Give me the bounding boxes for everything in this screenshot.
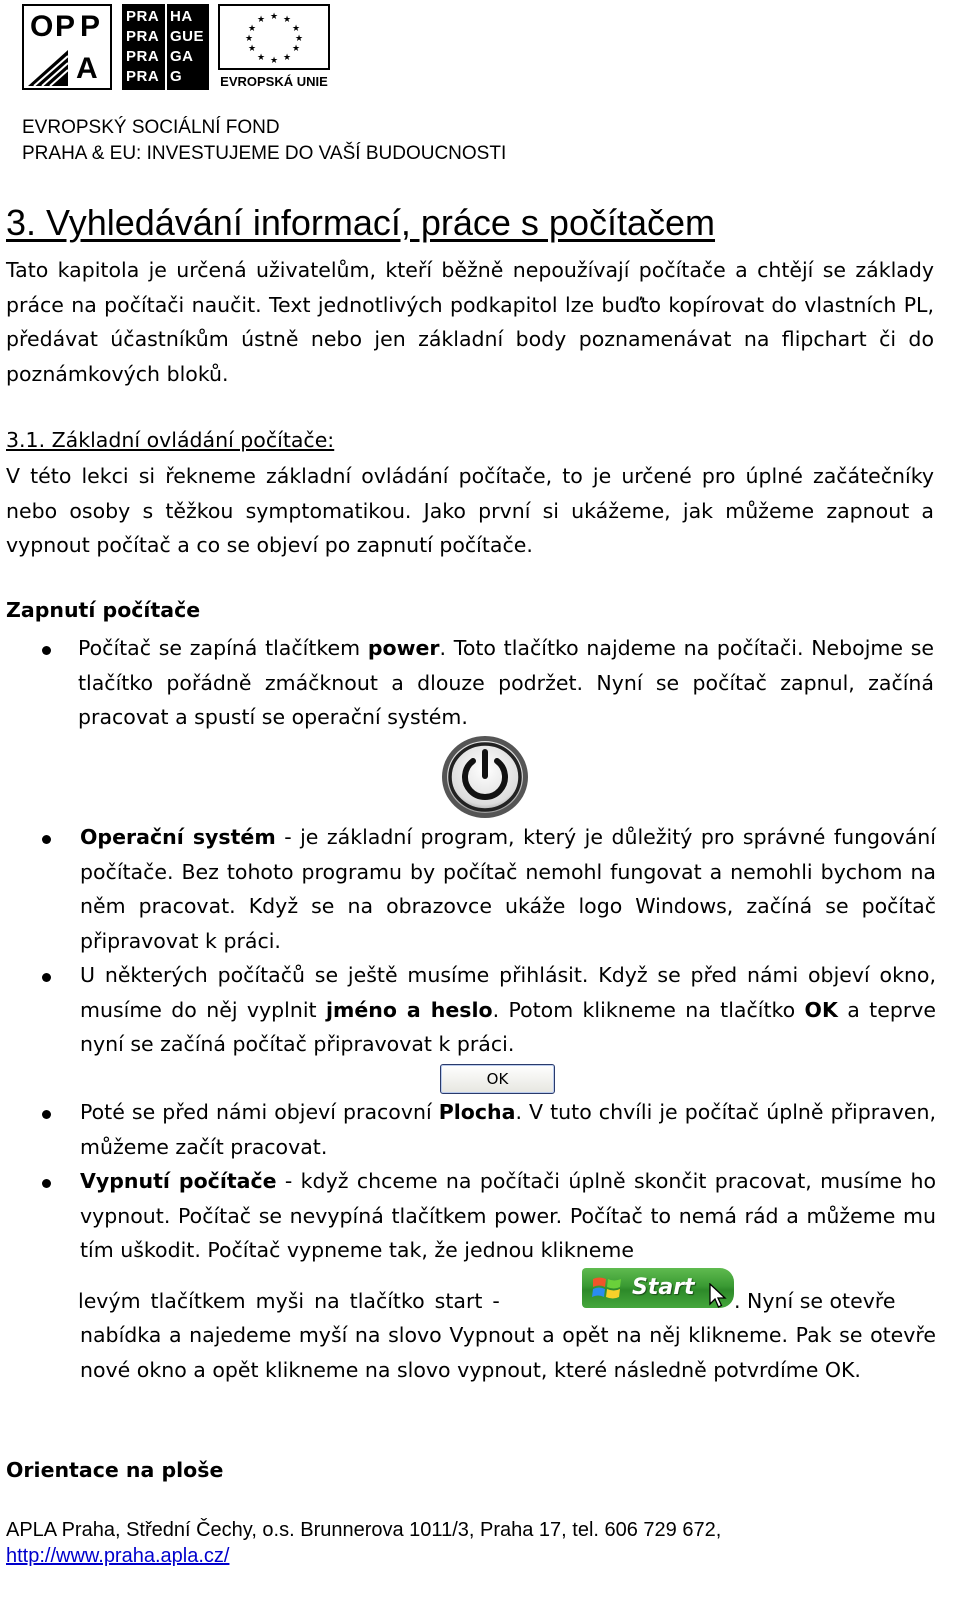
praha-logo-cell: GUE xyxy=(170,28,205,45)
bullet-power xyxy=(78,631,934,735)
footer-link[interactable]: http://www.praha.apla.cz/ xyxy=(6,1545,230,1567)
praha-logo-cell: PRA xyxy=(126,28,160,45)
svg-text:★: ★ xyxy=(291,24,301,34)
svg-text:★: ★ xyxy=(244,34,254,44)
praha-logo-cell: PRA xyxy=(126,68,160,85)
praha-logo-cell: PRA xyxy=(126,8,160,25)
orientace-heading: Orientace na ploše xyxy=(6,1458,224,1482)
eu-logo xyxy=(218,4,330,92)
bullet-dot xyxy=(42,1179,51,1188)
bullet-shutdown xyxy=(80,1164,936,1268)
eu-label: EVROPSKÁ UNIE xyxy=(220,74,328,89)
bullet-text: U některých počítačů se ještě musíme přihlásit. Když se před námi objeví okno, musíme do něj vyplnit xyxy=(80,963,936,1022)
praha-logo xyxy=(122,4,209,90)
svg-text:★: ★ xyxy=(282,15,292,25)
bullet-bold: Vypnutí počítače xyxy=(80,1169,277,1193)
bullet-bold: Operační systém xyxy=(80,825,276,849)
bullet-shutdown-start-line-end: . Nyní se otevře xyxy=(734,1289,896,1313)
bullet-text: Poté se před námi objeví pracovní xyxy=(80,1100,439,1124)
svg-text:★: ★ xyxy=(256,53,266,63)
praha-logo-cell: GA xyxy=(170,48,194,65)
footer-address: APLA Praha, Střední Čechy, o.s. Brunnerova 1011/3, Praha 17, tel. 606 729 672, xyxy=(6,1519,722,1541)
svg-text:★: ★ xyxy=(291,44,301,54)
bullet-dot xyxy=(42,1110,51,1119)
bullet-bold: jméno a heslo xyxy=(325,997,493,1022)
section-title: 3.1. Základní ovládání počítače: xyxy=(6,428,335,452)
oppa-letter: P xyxy=(80,10,101,43)
footer xyxy=(6,1517,721,1569)
start-label: Start xyxy=(632,1275,695,1300)
oppa-letter: A xyxy=(76,52,98,85)
praha-logo-cell: G xyxy=(170,68,183,85)
bullet-desktop xyxy=(80,1095,936,1164)
svg-text:★: ★ xyxy=(247,44,257,54)
svg-text:★: ★ xyxy=(294,34,304,44)
chapter-intro: Tato kapitola je určená uživatelům, kteří běžně nepoužívají počítače a chtějí se základy práce na počítači naučit. Text jednotlivých podkapitol lze buďto kopírovat do vlastních PL, předávat účastníkům ústně nebo jen základní body poznamenávat na flipchart či do poznámkových bloků. xyxy=(6,258,934,386)
oppa-logo xyxy=(22,4,112,90)
section-intro: V této lekci si řekneme základní ovládání počítače, to je určené pro úplné začátečníky nebo osoby s těžkou symptomatikou. Jako první si ukážeme, jak můžeme zapnout a vypnout počítač a co se objeví po zapnutí počítače. xyxy=(6,464,934,557)
oppa-letter: O xyxy=(30,10,54,43)
bullet-bold: Plocha xyxy=(438,1100,516,1124)
bullet-bold: OK xyxy=(804,997,838,1022)
bullet-text: . Toto tlačítko najdeme na počítači. Nebojme se tlačítko pořádně zmáčknout a dlouze podržet. Nyní se počítač zapnul, začíná pracovat a spustí se operační systém. xyxy=(78,636,934,729)
praha-logo-cell: PRA xyxy=(126,48,160,65)
bullet-text: Počítač se zapíná tlačítkem xyxy=(78,636,368,660)
bullet-shutdown-start-line: levým tlačítkem myši na tlačítko start - xyxy=(78,1289,500,1313)
bullet-text: - je základní program, který je důležitý pro správné fungování počítače. Bez tohoto programu by počítač nemohl fungovat a nemohli bychom na něm pracovat. Když se na obrazovce ukáže logo Windows, začíná se počítač připravovat k práci. xyxy=(80,825,936,953)
bullet-shutdown-rest: nabídka a najedeme myší na slovo Vypnout a opět na něj klikneme. Pak se otevře nové okno a opět klikneme na slovo vypnout, které následně potvrdíme OK. xyxy=(80,1323,936,1382)
svg-text:★: ★ xyxy=(247,24,257,34)
bullet-text: . Potom klikneme na tlačítko xyxy=(492,997,805,1022)
svg-text:★: ★ xyxy=(269,56,279,66)
svg-text:★: ★ xyxy=(256,15,266,25)
oppa-letter: P xyxy=(55,10,76,43)
bullet-login xyxy=(80,958,936,1062)
bullet-dot xyxy=(42,973,51,982)
windows-flag-icon xyxy=(592,1275,622,1301)
fund-line-1: EVROPSKÝ SOCIÁLNÍ FOND xyxy=(22,117,280,138)
bullet-text: . V tuto chvíli je počítač úplně připraven, můžeme začít pracovat. xyxy=(80,1100,936,1159)
svg-text:★: ★ xyxy=(269,12,279,22)
bullet-dot xyxy=(42,835,51,844)
bullet-text: a teprve nyní se začíná počítač připravovat k práci. xyxy=(80,997,937,1056)
bullet-text: - když chceme na počítači úplně skončit pracovat, musíme ho vypnout. Počítač se nevypíná tlačítkem power. Počítač to nemá rád a můžeme mu tím uškodit. Počítač vypneme tak, že jednou klikneme xyxy=(80,1169,936,1262)
praha-logo-cell: HA xyxy=(170,8,193,25)
bullet-dot xyxy=(42,646,51,655)
bullet-bold: power xyxy=(367,636,440,660)
svg-text:★: ★ xyxy=(282,53,292,63)
chapter-title: 3. Vyhledávání informací, práce s počítačem xyxy=(6,202,716,243)
eu-flag-icon xyxy=(218,4,330,70)
fund-caption xyxy=(22,115,506,167)
mouse-cursor-icon xyxy=(709,1283,727,1309)
fund-line-2: PRAHA & EU: INVESTUJEME DO VAŠÍ BUDOUCNOSTI xyxy=(22,143,507,164)
power-button-icon xyxy=(440,734,530,820)
oppa-triangle-icon xyxy=(28,50,68,86)
zapnuti-heading: Zapnutí počítače xyxy=(6,598,201,622)
bullet-os xyxy=(80,820,936,958)
ok-button[interactable]: OK xyxy=(440,1064,555,1094)
